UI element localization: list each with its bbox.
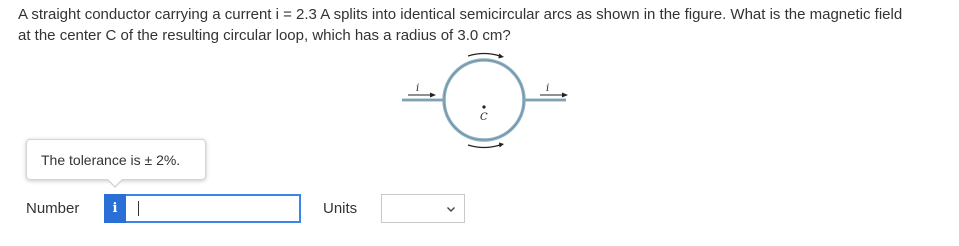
center-label: C	[480, 112, 488, 123]
text-caret	[138, 201, 139, 216]
circuit-diagram	[400, 52, 580, 164]
circuit-figure	[400, 52, 580, 164]
bottom-arc-arrow	[468, 145, 500, 148]
question-text	[18, 4, 948, 46]
top-arc-arrow	[468, 54, 500, 57]
right-current-label: i	[546, 83, 550, 94]
tooltip-tail-inner	[107, 178, 123, 186]
tolerance-tooltip: The tolerance is ± 2%.	[26, 139, 206, 180]
bottom-arc-arrowhead	[499, 143, 504, 148]
left-current-label: i	[416, 83, 420, 94]
chevron-down-icon	[446, 204, 456, 214]
question-line-1: A straight conductor carrying a current i = 2.3 A splits into identical semicircular arcs as shown in the figure. What is the magnetic field	[18, 6, 903, 23]
units-label: Units	[323, 200, 358, 217]
circular-loop-core	[444, 60, 524, 140]
question-line-2: at the center C of the resulting circular loop, which has a radius of 3.0 cm?	[18, 27, 511, 44]
center-point	[482, 105, 485, 108]
number-label: Number	[26, 200, 80, 217]
left-arrowhead	[430, 93, 436, 98]
number-input[interactable]	[126, 194, 301, 223]
right-arrowhead	[562, 93, 568, 98]
top-arc-arrowhead	[499, 54, 505, 59]
units-select[interactable]	[381, 194, 465, 223]
info-icon[interactable]: i	[104, 194, 126, 223]
